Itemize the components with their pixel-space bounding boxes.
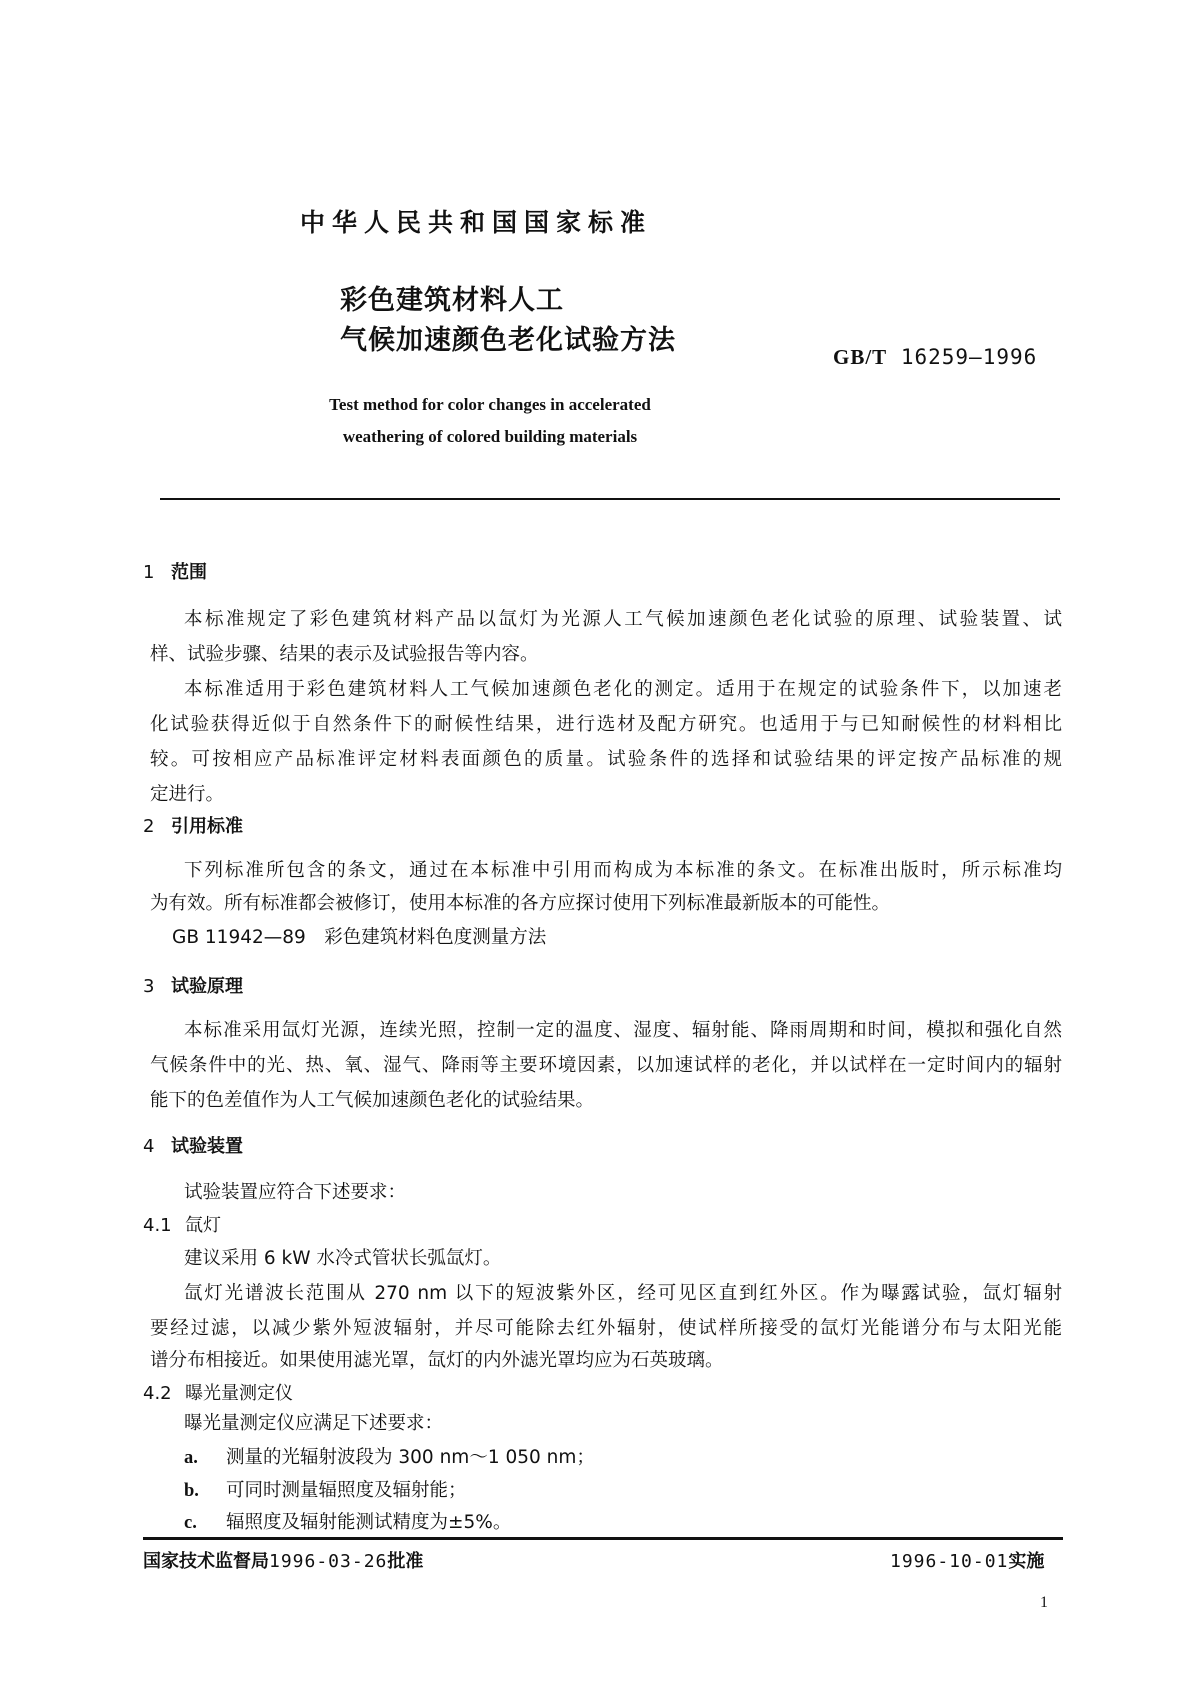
subsection-number: 4.1 bbox=[143, 1215, 172, 1236]
code-number: 16259—1996 bbox=[900, 345, 1038, 369]
paragraph-line: 氙灯光谱波长范围从 270 nm 以下的短波紫外区，经可见区直到红外区。作为曝露试验，氙灯辐射 bbox=[184, 1283, 1062, 1304]
subsection-4-1-heading bbox=[143, 1211, 221, 1237]
paragraph-line: 较。可按相应产品标准评定材料表面颜色的质量。试验条件的选择和试验结果的评定按产品标准的规 bbox=[150, 749, 1062, 770]
section-title: 试验装置 bbox=[171, 1136, 243, 1157]
paragraph-line: 化试验获得近似于自然条件下的耐候性结果，进行选材及配方研究。也适用于与已知耐候性的材料相比 bbox=[150, 714, 1062, 735]
nation-standard-heading: 中华人民共和国国家标准 bbox=[300, 208, 653, 237]
implementation-label: 实施 bbox=[1008, 1551, 1045, 1572]
subsection-title: 氙灯 bbox=[185, 1215, 221, 1236]
referenced-standard: GB 11942—89 彩色建筑材料色度测量方法 bbox=[172, 927, 547, 948]
paragraph-line: 下列标准所包含的条文，通过在本标准中引用而构成为本标准的条文。在标准出版时，所示标准均 bbox=[184, 860, 1062, 881]
list-item-text: 辐照度及辐射能测试精度为±5%。 bbox=[226, 1512, 512, 1533]
section-number: 1 bbox=[143, 562, 155, 583]
paragraph-line: 本标准采用氙灯光源，连续光照，控制一定的温度、湿度、辐射能、降雨周期和时间，模拟和强化自然 bbox=[184, 1020, 1062, 1041]
paragraph-line: 谱分布相接近。如果使用滤光罩，氙灯的内外滤光罩均应为石英玻璃。 bbox=[150, 1350, 724, 1371]
paragraph-line: 能下的色差值作为人工气候加速颜色老化的试验结果。 bbox=[150, 1090, 595, 1111]
paragraph-line: 样、试验步骤、结果的表示及试验报告等内容。 bbox=[150, 644, 539, 665]
paragraph-line: 定进行。 bbox=[150, 784, 225, 805]
footer-divider bbox=[143, 1537, 1063, 1540]
section-4-heading bbox=[143, 1132, 243, 1158]
section-title: 引用标准 bbox=[171, 816, 243, 837]
subsection-4-2-heading bbox=[143, 1379, 293, 1405]
section-title: 试验原理 bbox=[171, 976, 243, 997]
section-title: 范围 bbox=[171, 562, 207, 583]
approver: 国家技术监督局 bbox=[143, 1551, 269, 1572]
subsection-number: 4.2 bbox=[143, 1383, 172, 1404]
section-2-heading bbox=[143, 812, 243, 838]
approve-label: 批准 bbox=[387, 1551, 424, 1572]
approval-info bbox=[143, 1547, 423, 1573]
paragraph-line: 要经过滤，以减少紫外短波辐射，并尽可能除去红外辐射，使试样所接受的氙灯光能谱分布与太阳光能 bbox=[150, 1318, 1062, 1339]
section-number: 4 bbox=[143, 1136, 155, 1157]
paragraph-line: 为有效。所有标准都会被修订，使用本标准的各方应探讨使用下列标准最新版本的可能性。 bbox=[150, 893, 891, 914]
list-item-key: c. bbox=[184, 1513, 197, 1533]
implementation-info bbox=[890, 1547, 1044, 1573]
list-item bbox=[150, 1508, 1062, 1534]
document-title-line-1: 彩色建筑材料人工 bbox=[340, 285, 564, 316]
document-title-line-2: 气候加速颜色老化试验方法 bbox=[340, 325, 676, 356]
paragraph-line: 试验装置应符合下述要求： bbox=[184, 1182, 407, 1203]
section-1-heading bbox=[143, 558, 207, 584]
list-item-text: 测量的光辐射波段为 300 nm～1 050 nm； bbox=[226, 1447, 595, 1468]
list-item bbox=[150, 1443, 1062, 1469]
list-item-text: 可同时测量辐照度及辐射能； bbox=[226, 1480, 467, 1501]
code-prefix: GB/T bbox=[833, 345, 888, 369]
implementation-date: 1996-10-01 bbox=[890, 1551, 1009, 1572]
paragraph-line: 本标准适用于彩色建筑材料人工气候加速颜色老化的测定。适用于在规定的试验条件下，以加速老 bbox=[184, 679, 1062, 700]
section-3-heading bbox=[143, 972, 243, 998]
approve-date: 1996-03-26 bbox=[269, 1551, 388, 1572]
english-title-line-1: Test method for color changes in accelerated bbox=[329, 395, 651, 414]
header-divider bbox=[160, 498, 1060, 500]
paragraph-line: 气候条件中的光、热、氧、湿气、降雨等主要环境因素，以加速试样的老化，并以试样在一定时间内的辐射 bbox=[150, 1055, 1062, 1076]
english-title-line-2: weathering of colored building materials bbox=[342, 427, 638, 446]
paragraph-line: 曝光量测定仪应满足下述要求： bbox=[184, 1413, 444, 1434]
subsection-title: 曝光量测定仪 bbox=[185, 1383, 293, 1404]
standard-code bbox=[833, 345, 1037, 370]
list-item-key: b. bbox=[184, 1481, 199, 1501]
paragraph-line: 建议采用 6 kW 水冷式管状长弧氙灯。 bbox=[184, 1248, 502, 1269]
page-number: 1 bbox=[1040, 1594, 1048, 1611]
list-item-key: a. bbox=[184, 1448, 198, 1468]
section-number: 3 bbox=[143, 976, 155, 997]
paragraph-line: 本标准规定了彩色建筑材料产品以氙灯为光源人工气候加速颜色老化试验的原理、试验装置、试 bbox=[184, 609, 1062, 630]
list-item bbox=[150, 1476, 1062, 1502]
section-number: 2 bbox=[143, 816, 155, 837]
